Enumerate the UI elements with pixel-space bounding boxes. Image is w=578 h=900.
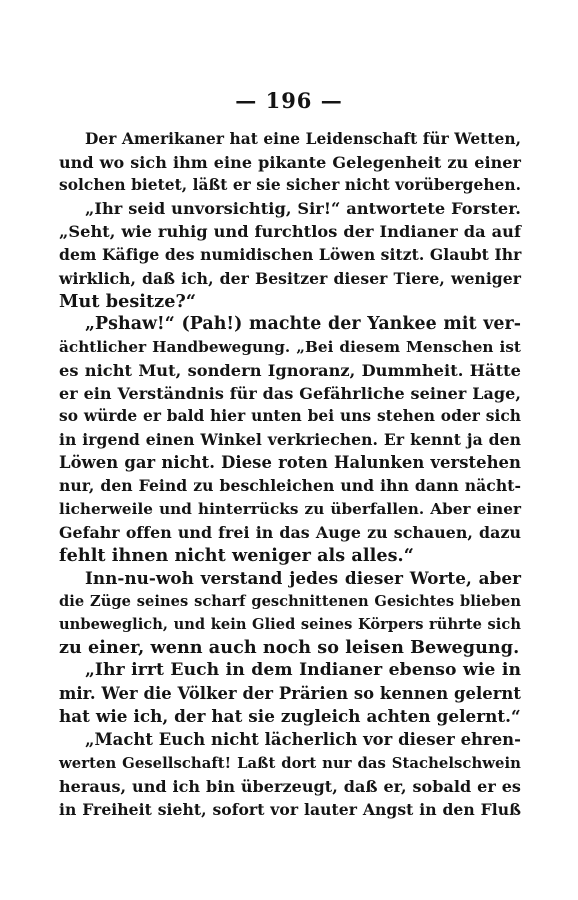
text-line: in irgend einen Winkel verkriechen. Er kennt ja den [59,430,521,450]
page-number: — 196 — [235,88,343,113]
text-line: Mut besitze?“ [59,290,196,312]
text-line: wirklich, daß ich, der Besitzer dieser Tiere, weniger [59,268,521,288]
text-line: zu einer, wenn auch noch so leisen Bewegung. [59,637,520,659]
text-line: licherweile und hinterrücks zu überfallen. Aber einer [59,499,521,518]
text-line: Gefahr offen und frei in das Auge zu schauen, dazu [59,522,521,542]
text-line: „Seht, wie ruhig und furchtlos der Indianer da auf [59,222,521,242]
text-line: heraus, und ich bin überzeugt, daß er, sobald er es [59,776,521,796]
text-line: er ein Verständnis für das Gefährliche seiner Lage, [59,384,521,404]
text-line: dem Käfige des numidischen Löwen sitzt. Glaubt Ihr [59,245,522,265]
text-line: die Züge seines scharf geschnittenen Gesichtes blieben [59,592,521,610]
text-line: „Macht Euch nicht lächerlich vor dieser ehren- [85,730,521,750]
text-line: in Freiheit sieht, sofort vor lauter Angst in den Fluß [59,799,521,819]
text-line: mir. Wer die Völker der Prärien so kennen gelernt [59,684,521,704]
text-line: unbeweglich, und kein Glied seines Körpers rührte sich [59,615,521,633]
text-line: hat wie ich, der hat sie zugleich achten gelernt.“ [59,706,521,727]
text-line: „Ihr irrt Euch in dem Indianer ebenso wie in [85,660,521,681]
text-line: ächtlicher Handbewegung. „Bei diesem Menschen ist [59,337,521,356]
text-line: so würde er bald hier unten bei uns stehen oder sich [59,407,521,426]
text-line: nur, den Feind zu beschleichen und ihn dann nächt- [59,476,521,496]
text-line: werten Gesellschaft! Laßt dort nur das Stachelschwein [59,754,521,772]
text-line: Löwen gar nicht. Diese roten Halunken verstehen [59,453,521,473]
text-line: fehlt ihnen nicht weniger als alles.“ [59,544,414,566]
text-line: „Pshaw!“ (Pah!) machte der Yankee mit ver- [85,313,521,334]
text-line: solchen bietet, läßt er sie sicher nicht vorübergehen. [59,176,522,195]
text-line: Inn-nu-woh verstand jedes dieser Worte, aber [85,567,521,588]
body-text [59,128,521,821]
text-line: „Ihr seid unvorsichtig, Sir!“ antwortete Forster. [85,199,521,219]
text-line: und wo sich ihm eine pikante Gelegenheit zu einer [59,153,521,173]
text-line: Der Amerikaner hat eine Leidenschaft für Wetten, [85,130,521,148]
text-line: es nicht Mut, sondern Ignoranz, Dummheit. Hätte [59,360,521,380]
